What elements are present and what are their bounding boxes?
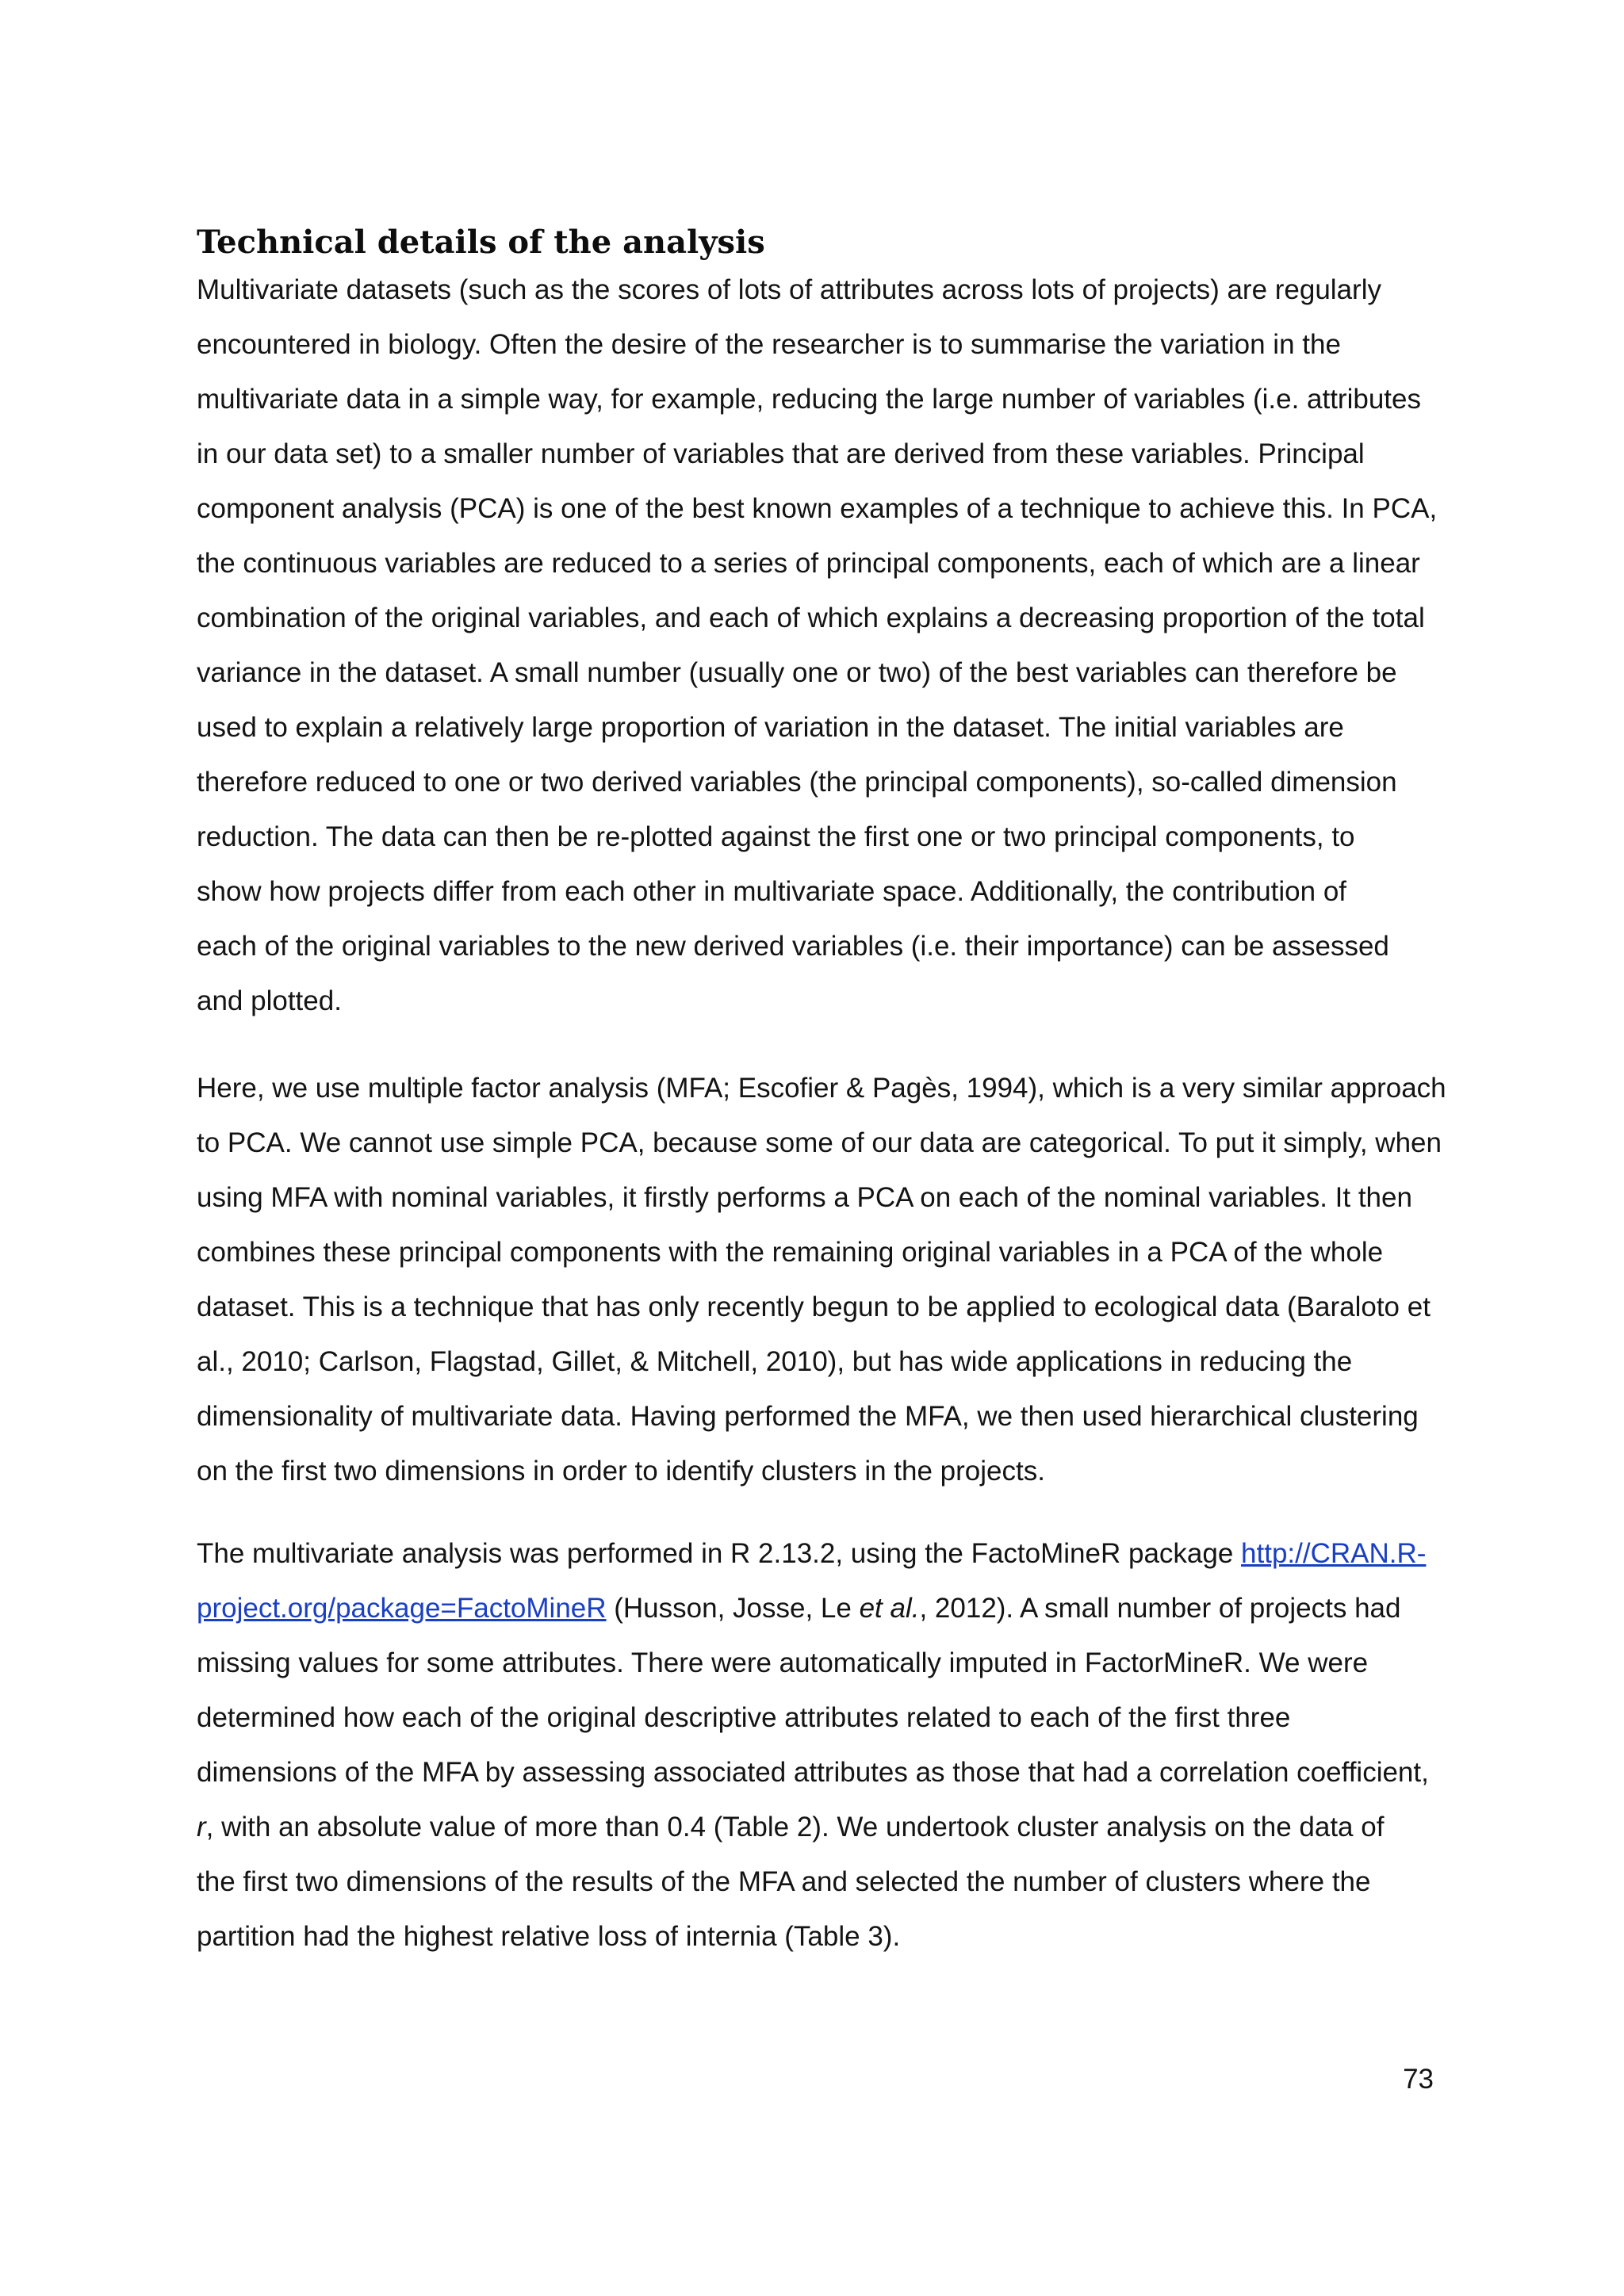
section-heading: Technical details of the analysis bbox=[197, 224, 765, 261]
paragraph-line: therefore reduced to one or two derived variables (the principal components), so-called dimension bbox=[197, 767, 1397, 798]
paragraph-line: in our data set) to a smaller number of variables that are derived from these variables. Principal bbox=[197, 438, 1365, 469]
paragraph-line: dataset. This is a technique that has only recently begun to be applied to ecological data (Baraloto et bbox=[197, 1292, 1431, 1322]
italic-variable-r: r bbox=[197, 1812, 206, 1843]
paragraph-line: the continuous variables are reduced to a series of principal components, each of which are a linear bbox=[197, 548, 1420, 579]
paragraph-line: al., 2010; Carlson, Flagstad, Gillet, & Mitchell, 2010), but has wide applications in reducing the bbox=[197, 1346, 1353, 1377]
paragraph-line: show how projects differ from each other in multivariate space. Additionally, the contribution of bbox=[197, 876, 1347, 907]
paragraph-3 bbox=[197, 1526, 1434, 1964]
paragraph-2 bbox=[197, 1061, 1446, 1498]
paragraph-line: encountered in biology. Often the desire of the researcher is to summarise the variation in the bbox=[197, 329, 1341, 360]
paragraph-line: to PCA. We cannot use simple PCA, because some of our data are categorical. To put it simply, when bbox=[197, 1127, 1442, 1158]
paragraph-line: component analysis (PCA) is one of the best known examples of a technique to achieve this. In PCA, bbox=[197, 493, 1438, 524]
paragraph-line: dimensionality of multivariate data. Having performed the MFA, we then used hierarchical clustering bbox=[197, 1401, 1419, 1432]
italic-text: et al. bbox=[859, 1593, 920, 1624]
text-run: , 2012). A small number of projects had bbox=[919, 1593, 1401, 1624]
paragraph-line bbox=[197, 1526, 1434, 1581]
paragraph-line: dimensions of the MFA by assessing associated attributes as those that had a correlation coefficient, bbox=[197, 1757, 1429, 1788]
factominer-link[interactable]: http://CRAN.R- bbox=[1241, 1538, 1427, 1569]
paragraph-line bbox=[197, 1581, 1434, 1636]
paragraph-line: partition had the highest relative loss of internia (Table 3). bbox=[197, 1921, 901, 1952]
paragraph-line: Here, we use multiple factor analysis (MFA; Escofier & Pagès, 1994), which is a very similar approach bbox=[197, 1073, 1446, 1104]
paragraph-line: the first two dimensions of the results of the MFA and selected the number of clusters where the bbox=[197, 1866, 1371, 1897]
paragraph-line: combination of the original variables, and each of which explains a decreasing proportion of the total bbox=[197, 603, 1425, 633]
paragraph-line: and plotted. bbox=[197, 985, 342, 1016]
paragraph-line: Multivariate datasets (such as the scores of lots of attributes across lots of projects) are regularly bbox=[197, 274, 1381, 305]
text-run: (Husson, Josse, Le bbox=[606, 1593, 860, 1624]
paragraph-line: using MFA with nominal variables, it firstly performs a PCA on each of the nominal variables. It then bbox=[197, 1182, 1412, 1213]
paragraph-line: each of the original variables to the new derived variables (i.e. their importance) can be assessed bbox=[197, 931, 1389, 962]
paragraph-line: variance in the dataset. A small number (usually one or two) of the best variables can therefore be bbox=[197, 657, 1397, 688]
paragraph-1 bbox=[197, 262, 1438, 1028]
paragraph-line: used to explain a relatively large proportion of variation in the dataset. The initial variables are bbox=[197, 712, 1344, 743]
paragraph-line: multivariate data in a simple way, for example, reducing the large number of variables (i.e. attributes bbox=[197, 384, 1421, 415]
paragraph-line: reduction. The data can then be re-plotted against the first one or two principal components, to bbox=[197, 821, 1355, 852]
paragraph-line: combines these principal components with the remaining original variables in a PCA of the whole bbox=[197, 1237, 1384, 1268]
page-number: 73 bbox=[1403, 2064, 1434, 2095]
text-run: , with an absolute value of more than 0.4 (Table 2). We undertook cluster analysis on the data of bbox=[205, 1812, 1385, 1843]
text-run: The multivariate analysis was performed in R 2.13.2, using the FactoMineR package bbox=[197, 1538, 1242, 1569]
paragraph-line bbox=[197, 1800, 1434, 1854]
paragraph-line: on the first two dimensions in order to identify clusters in the projects. bbox=[197, 1456, 1045, 1487]
factominer-link-continued[interactable]: project.org/package=FactoMineR bbox=[197, 1593, 607, 1624]
paragraph-line: missing values for some attributes. There were automatically imputed in FactorMineR. We were bbox=[197, 1647, 1369, 1678]
paragraph-line: determined how each of the original descriptive attributes related to each of the first three bbox=[197, 1702, 1291, 1733]
